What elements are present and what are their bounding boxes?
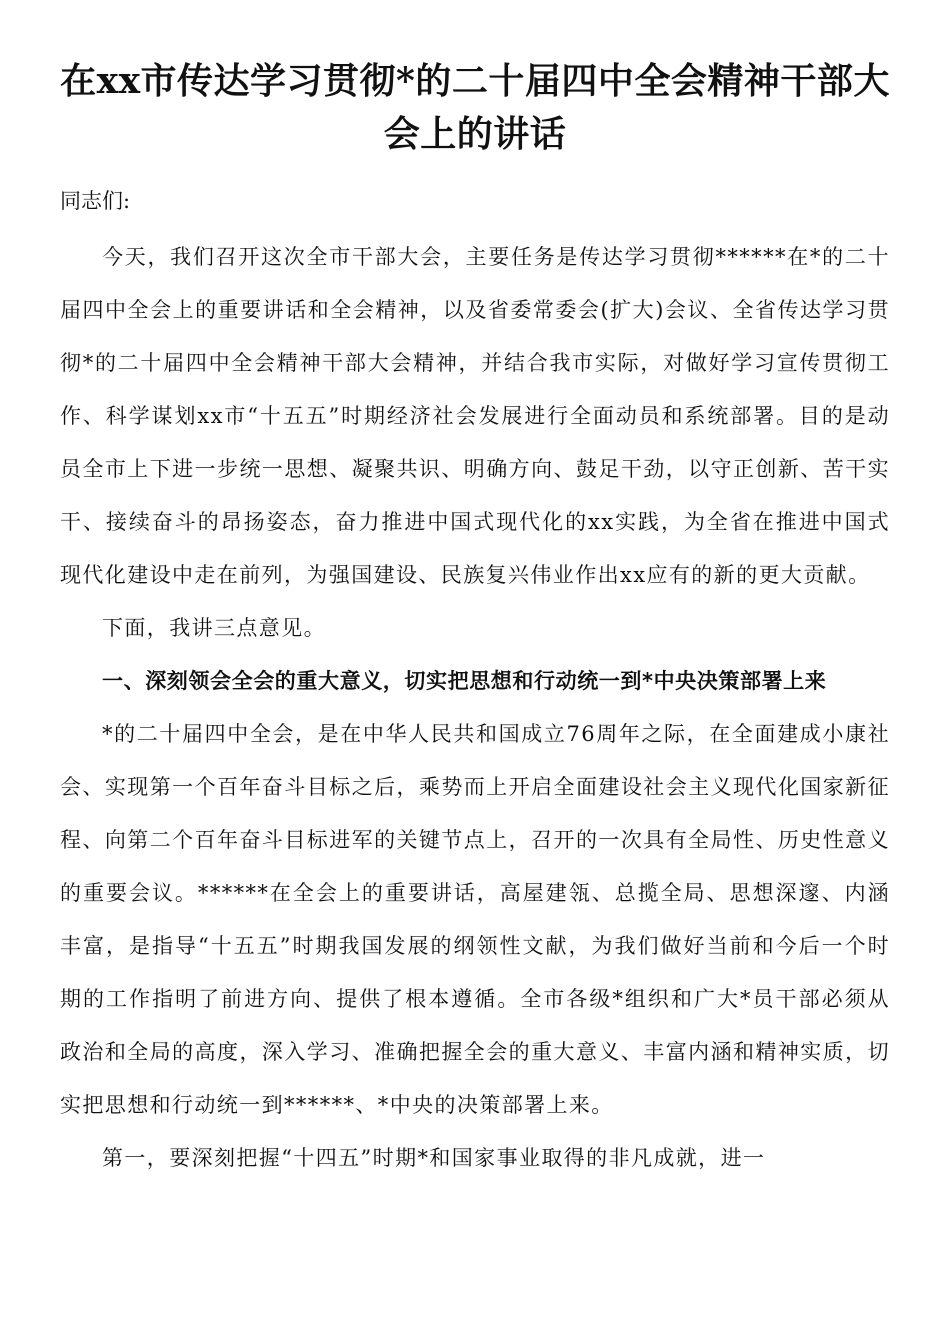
document-title: 在xx市传达学习贯彻*的二十届四中全会精神干部大会上的讲话 — [60, 60, 890, 155]
document-page — [60, 55, 890, 1185]
section-paragraph: *的二十届四中全会，是在中华人民共和国成立76周年之际，在全面建成小康社会、实现第一个百年奋斗目标之后，乘势而上开启全面建设社会主义现代化国家新征程、向第二个百年奋斗目标进军的关键节点上，召开的一次具有全局性、历史性意义的重要会议。******在全会上的重要讲话，高屋建瓴、总揽全局、思想深邃、内涵丰富，是指导“十五五”时期我国发展的纲领性文献，为我们做好当前和今后一个时期的工作指明了前进方向、提供了根本遵循。全市各级*组织和广大*员干部必须从政治和全局的高度，深入学习、准确把握全会的重大意义、丰富内涵和精神实质，切实把思想和行动统一到******、*中央的决策部署上来。 — [60, 722, 890, 1117]
section-heading: 一、深刻领会全会的重大意义，切实把思想和行动统一到*中央决策部署上来 — [102, 669, 827, 693]
outline-paragraph: 下面，我讲三点意见。 — [102, 616, 326, 640]
intro-paragraph: 今天，我们召开这次全市干部大会，主要任务是传达学习贯彻******在*的二十届四中全会上的重要讲话和全会精神，以及省委常委会(扩大)会议、全省传达学习贯彻*的二十届四中全会精神干部大会精神，并结合我市实际，对做好学习宣传贯彻工作、科学谋划xx市“十五五”时期经济社会发展进行全面动员和系统部署。目的是动员全市上下进一步统一思想、凝聚共识、明确方向、鼓足干劲，以守正创新、苦干实干、接续奋斗的昂扬姿态，奋力推进中国式现代化的xx实践，为全省在推进中国式现代化建设中走在前列，为强国建设、民族复兴伟业作出xx应有的新的更大贡献。 — [60, 245, 890, 587]
salutation: 同志们: — [60, 189, 131, 213]
point-paragraph: 第一，要深刻把握“十四五”时期*和国家事业取得的非凡成就，进一 — [102, 1146, 766, 1170]
